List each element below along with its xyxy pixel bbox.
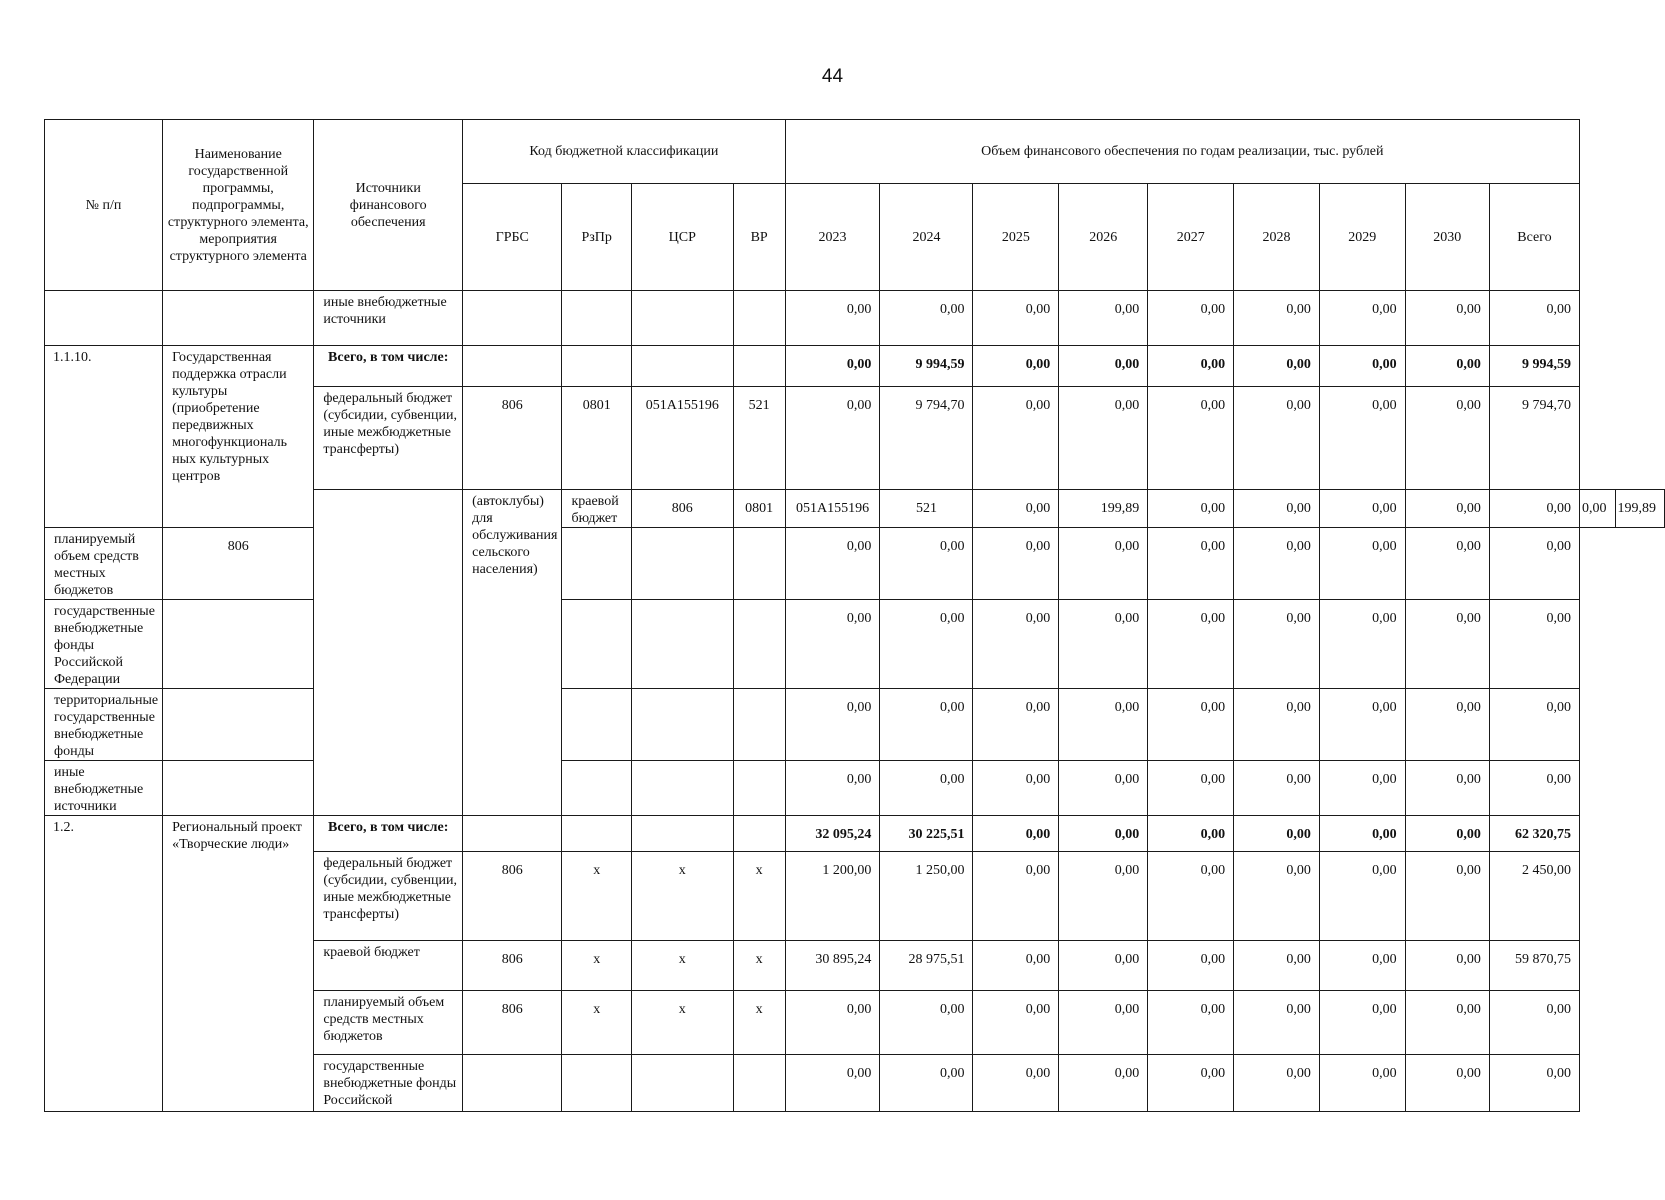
grbs-cell [463, 1055, 562, 1112]
table-row [45, 528, 1665, 600]
year-value-cell: 0,00 [1059, 346, 1148, 387]
header-year-2028: 2028 [1234, 184, 1320, 291]
total-value-cell: 0,00 [1489, 761, 1579, 816]
year-value-cell: 0,00 [1148, 387, 1234, 490]
grbs-cell: 806 [463, 387, 562, 490]
header-total: Всего [1489, 184, 1579, 291]
program-name-cell: Государственная поддержка отрасли культуры (приобретение передвижных многофункциональ ных культурных центров [163, 346, 314, 528]
source-cell: Всего, в том числе: [314, 816, 463, 852]
year-value-cell: 0,00 [1234, 490, 1320, 528]
year-value-cell: 0,00 [785, 291, 880, 346]
year-value-cell: 0,00 [973, 387, 1059, 490]
rzpr-cell [562, 761, 632, 816]
year-value-cell: 0,00 [1148, 816, 1234, 852]
year-value-cell: 0,00 [1405, 291, 1489, 346]
year-value-cell: 0,00 [1059, 941, 1148, 991]
year-value-cell: 9 994,59 [880, 346, 973, 387]
header-year-2027: 2027 [1148, 184, 1234, 291]
program-name-cell: Региональный проект «Творческие люди» [163, 816, 314, 1112]
year-value-cell: 0,00 [1059, 689, 1148, 761]
header-row-top [45, 120, 1665, 184]
year-value-cell: 0,00 [1059, 761, 1148, 816]
vr-cell: х [733, 941, 785, 991]
year-value-cell: 0,00 [1405, 816, 1489, 852]
header-grbs: ГРБС [463, 184, 562, 291]
year-value-cell: 0,00 [880, 1055, 973, 1112]
row-number-cell [314, 490, 463, 816]
year-value-cell: 0,00 [973, 291, 1059, 346]
csr-cell: х [631, 991, 733, 1055]
year-value-cell: 0,00 [785, 689, 880, 761]
year-value-cell: 0,00 [973, 689, 1059, 761]
rzpr-cell: х [562, 852, 632, 941]
grbs-cell [163, 761, 314, 816]
year-value-cell: 0,00 [1319, 528, 1405, 600]
year-value-cell: 28 975,51 [880, 941, 973, 991]
source-cell: государственные внебюджетные фонды Российской Федерации [45, 600, 163, 689]
year-value-cell: 0,00 [1319, 490, 1405, 528]
year-value-cell: 0,00 [1059, 528, 1148, 600]
header-volume-group: Объем финансового обеспечения по годам реализации, тыс. рублей [785, 120, 1579, 184]
year-value-cell: 0,00 [1148, 346, 1234, 387]
rzpr-cell [562, 600, 632, 689]
grbs-cell: 806 [463, 991, 562, 1055]
year-value-cell: 0,00 [785, 346, 880, 387]
table-row [45, 346, 1665, 387]
year-value-cell: 0,00 [1059, 600, 1148, 689]
total-value-cell: 0,00 [1489, 1055, 1579, 1112]
csr-cell: 051A155196 [785, 490, 880, 528]
year-value-cell: 0,00 [1319, 689, 1405, 761]
grbs-cell: 806 [631, 490, 733, 528]
year-value-cell: 0,00 [1319, 1055, 1405, 1112]
header-year-2024: 2024 [880, 184, 973, 291]
rzpr-cell [562, 528, 632, 600]
year-value-cell: 1 200,00 [785, 852, 880, 941]
year-value-cell: 0,00 [1405, 941, 1489, 991]
grbs-cell [463, 816, 562, 852]
csr-cell [631, 689, 733, 761]
year-value-cell: 32 095,24 [785, 816, 880, 852]
page-number: 44 [821, 66, 844, 87]
year-value-cell: 0,00 [1405, 346, 1489, 387]
year-value-cell: 0,00 [1148, 991, 1234, 1055]
vr-cell: х [733, 852, 785, 941]
year-value-cell: 0,00 [1319, 387, 1405, 490]
rzpr-cell [562, 346, 632, 387]
header-rzpr: РзПр [562, 184, 632, 291]
year-value-cell: 0,00 [1059, 291, 1148, 346]
year-value-cell: 0,00 [1405, 852, 1489, 941]
source-cell: федеральный бюджет (субсидии, субвенции, иные межбюджетные трансферты) [314, 852, 463, 941]
header-year-2030: 2030 [1405, 184, 1489, 291]
header-source: Источники финансового обеспечения [314, 120, 463, 291]
year-value-cell: 0,00 [1234, 941, 1320, 991]
year-value-cell: 1 250,00 [880, 852, 973, 941]
year-value-cell: 0,00 [1405, 600, 1489, 689]
year-value-cell: 30 895,24 [785, 941, 880, 991]
year-value-cell: 0,00 [785, 761, 880, 816]
year-value-cell: 0,00 [1234, 291, 1320, 346]
year-value-cell: 0,00 [785, 991, 880, 1055]
year-value-cell: 0,00 [1148, 689, 1234, 761]
grbs-cell [463, 291, 562, 346]
total-value-cell: 0,00 [1489, 600, 1579, 689]
grbs-cell: 806 [463, 852, 562, 941]
vr-cell [733, 346, 785, 387]
year-value-cell: 0,00 [1059, 852, 1148, 941]
year-value-cell: 30 225,51 [880, 816, 973, 852]
year-value-cell: 0,00 [785, 1055, 880, 1112]
total-value-cell: 0,00 [1489, 291, 1579, 346]
year-value-cell: 0,00 [1319, 346, 1405, 387]
year-value-cell: 0,00 [973, 528, 1059, 600]
header-csr: ЦСР [631, 184, 733, 291]
rzpr-cell [562, 816, 632, 852]
vr-cell [733, 1055, 785, 1112]
year-value-cell: 0,00 [973, 600, 1059, 689]
header-no: № п/п [45, 120, 163, 291]
year-value-cell: 0,00 [1319, 761, 1405, 816]
year-value-cell: 0,00 [1405, 528, 1489, 600]
year-value-cell: 0,00 [1405, 387, 1489, 490]
year-value-cell: 0,00 [973, 941, 1059, 991]
year-value-cell: 0,00 [1580, 490, 1616, 528]
year-value-cell: 0,00 [973, 490, 1059, 528]
year-value-cell: 0,00 [1319, 600, 1405, 689]
year-value-cell: 0,00 [973, 991, 1059, 1055]
total-value-cell: 0,00 [1489, 689, 1579, 761]
year-value-cell: 0,00 [1234, 346, 1320, 387]
vr-cell: 521 [880, 490, 973, 528]
vr-cell: х [733, 991, 785, 1055]
grbs-cell [163, 600, 314, 689]
year-value-cell: 0,00 [1319, 816, 1405, 852]
source-cell: иные внебюджетные источники [45, 761, 163, 816]
year-value-cell: 0,00 [1319, 941, 1405, 991]
vr-cell [733, 528, 785, 600]
program-name-cell: (автоклубы) для обслуживания сельского населения) [463, 490, 562, 816]
source-cell: планируемый объем средств местных бюджетов [45, 528, 163, 600]
grbs-cell [163, 689, 314, 761]
row-number-cell: 1.1.10. [45, 346, 163, 528]
year-value-cell: 0,00 [1148, 852, 1234, 941]
total-value-cell: 59 870,75 [1489, 941, 1579, 991]
year-value-cell: 0,00 [1148, 1055, 1234, 1112]
year-value-cell: 0,00 [1234, 600, 1320, 689]
table-row [45, 816, 1665, 852]
source-cell: Всего, в том числе: [314, 346, 463, 387]
row-number-cell [45, 291, 163, 346]
year-value-cell: 0,00 [1148, 291, 1234, 346]
header-vr: ВР [733, 184, 785, 291]
year-value-cell: 0,00 [1405, 490, 1489, 528]
csr-cell [631, 1055, 733, 1112]
csr-cell [631, 761, 733, 816]
total-value-cell: 0,00 [1489, 528, 1579, 600]
total-value-cell: 9 794,70 [1489, 387, 1579, 490]
csr-cell [631, 346, 733, 387]
grbs-cell: 806 [163, 528, 314, 600]
table-row [45, 689, 1665, 761]
year-value-cell: 0,00 [1234, 689, 1320, 761]
header-year-2023: 2023 [785, 184, 880, 291]
total-value-cell: 0,00 [1489, 991, 1579, 1055]
source-cell: территориальные государственные внебюджетные фонды [45, 689, 163, 761]
year-value-cell: 0,00 [1234, 852, 1320, 941]
rzpr-cell: х [562, 941, 632, 991]
vr-cell [733, 689, 785, 761]
year-value-cell: 0,00 [785, 600, 880, 689]
vr-cell [733, 761, 785, 816]
program-name-cell [163, 291, 314, 346]
year-value-cell: 0,00 [1234, 387, 1320, 490]
total-value-cell: 199,89 [1615, 490, 1665, 528]
rzpr-cell [562, 291, 632, 346]
total-value-cell: 62 320,75 [1489, 816, 1579, 852]
year-value-cell: 0,00 [1405, 991, 1489, 1055]
rzpr-cell: 0801 [562, 387, 632, 490]
rzpr-cell: 0801 [733, 490, 785, 528]
year-value-cell: 0,00 [880, 689, 973, 761]
rzpr-cell: х [562, 991, 632, 1055]
table-row [45, 291, 1665, 346]
table-row [45, 761, 1665, 816]
source-cell: краевой бюджет [314, 941, 463, 991]
total-value-cell: 2 450,00 [1489, 852, 1579, 941]
total-value-cell: 9 994,59 [1489, 346, 1579, 387]
year-value-cell: 0,00 [785, 528, 880, 600]
csr-cell [631, 816, 733, 852]
year-value-cell: 0,00 [1234, 991, 1320, 1055]
vr-cell [733, 816, 785, 852]
year-value-cell: 0,00 [1059, 991, 1148, 1055]
vr-cell [733, 600, 785, 689]
grbs-cell: 806 [463, 941, 562, 991]
vr-cell [733, 291, 785, 346]
csr-cell: х [631, 941, 733, 991]
year-value-cell: 0,00 [1148, 528, 1234, 600]
source-cell: планируемый объем средств местных бюджетов [314, 991, 463, 1055]
year-value-cell: 0,00 [1059, 1055, 1148, 1112]
header-kbk-group: Код бюджетной классификации [463, 120, 786, 184]
header-year-2029: 2029 [1319, 184, 1405, 291]
year-value-cell: 0,00 [1059, 816, 1148, 852]
year-value-cell: 0,00 [973, 1055, 1059, 1112]
csr-cell: х [631, 852, 733, 941]
source-cell: иные внебюджетные источники [314, 291, 463, 346]
source-cell: краевой бюджет [562, 490, 632, 528]
year-value-cell: 0,00 [1405, 1055, 1489, 1112]
header-name: Наименование государственной программы, подпрограммы, структурного элемента, мероприятия структурного элемента [163, 120, 314, 291]
csr-cell [631, 291, 733, 346]
year-value-cell: 199,89 [1059, 490, 1148, 528]
year-value-cell: 0,00 [1405, 761, 1489, 816]
grbs-cell [463, 346, 562, 387]
csr-cell [631, 528, 733, 600]
year-value-cell: 0,00 [1148, 490, 1234, 528]
year-value-cell: 0,00 [1489, 490, 1579, 528]
year-value-cell: 0,00 [1148, 600, 1234, 689]
year-value-cell: 0,00 [1148, 941, 1234, 991]
year-value-cell: 0,00 [880, 600, 973, 689]
year-value-cell: 0,00 [1234, 761, 1320, 816]
row-number-cell: 1.2. [45, 816, 163, 1112]
year-value-cell: 0,00 [973, 346, 1059, 387]
budget-table [44, 119, 1665, 1112]
year-value-cell: 0,00 [785, 387, 880, 490]
year-value-cell: 0,00 [1234, 1055, 1320, 1112]
year-value-cell: 0,00 [973, 816, 1059, 852]
rzpr-cell [562, 689, 632, 761]
year-value-cell: 0,00 [880, 291, 973, 346]
year-value-cell: 0,00 [1234, 528, 1320, 600]
vr-cell: 521 [733, 387, 785, 490]
year-value-cell: 0,00 [1405, 689, 1489, 761]
year-value-cell: 0,00 [1319, 852, 1405, 941]
rzpr-cell [562, 1055, 632, 1112]
year-value-cell: 0,00 [1234, 816, 1320, 852]
year-value-cell: 0,00 [1319, 991, 1405, 1055]
table-row [45, 600, 1665, 689]
year-value-cell: 0,00 [880, 991, 973, 1055]
header-year-2026: 2026 [1059, 184, 1148, 291]
year-value-cell: 0,00 [973, 852, 1059, 941]
year-value-cell: 0,00 [880, 761, 973, 816]
csr-cell [631, 600, 733, 689]
year-value-cell: 0,00 [1319, 291, 1405, 346]
year-value-cell: 0,00 [973, 761, 1059, 816]
year-value-cell: 0,00 [1148, 761, 1234, 816]
header-year-2025: 2025 [973, 184, 1059, 291]
source-cell: федеральный бюджет (субсидии, субвенции, иные межбюджетные трансферты) [314, 387, 463, 490]
year-value-cell: 9 794,70 [880, 387, 973, 490]
year-value-cell: 0,00 [880, 528, 973, 600]
year-value-cell: 0,00 [1059, 387, 1148, 490]
source-cell: государственные внебюджетные фонды Российской [314, 1055, 463, 1112]
csr-cell: 051A155196 [631, 387, 733, 490]
